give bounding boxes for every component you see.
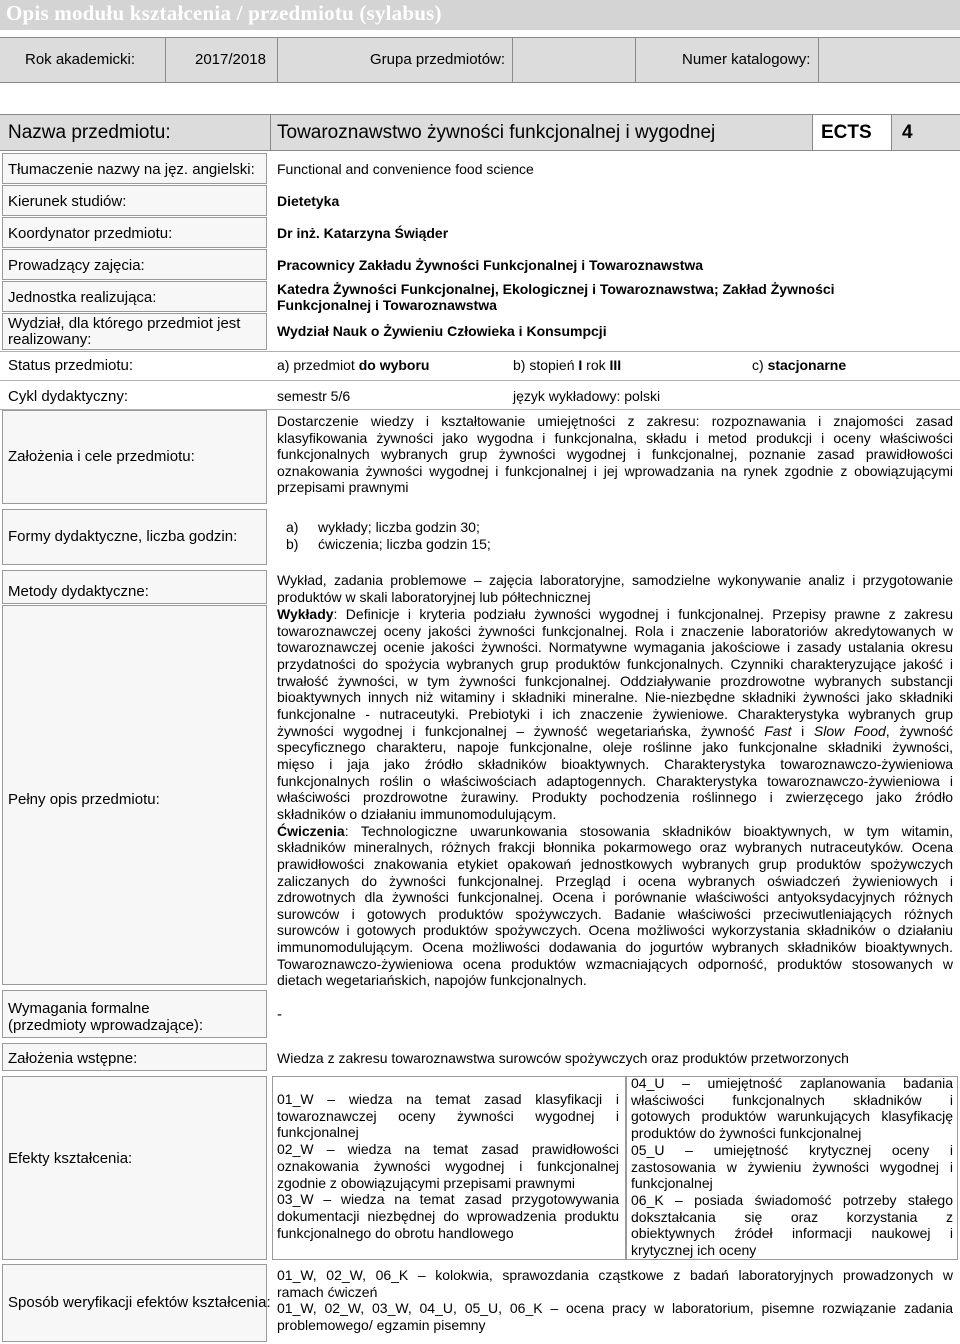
wymagania-label-2: (przedmioty wprowadzające): bbox=[8, 1017, 204, 1034]
nazwa-label: Nazwa przedmiotu: bbox=[8, 122, 171, 143]
formy-b-letter: b) bbox=[286, 536, 299, 552]
zalozenia-cele-text: Dostarczenie wiedzy i kształtowanie umiejętności z zakresu: rozpoznawania i znajomości zasad klasyfikowania żywności jako wygodna i funkcjonalna, składu i metod produkcji i oceny właściwości funkcjonalnych wybranych grup żywności wygodnej i funkcjonalnej, poznanie zasad prawidłowości oznakowania żywności wygodnej i funkcjonalnej i jej wprowadzania na rynek zgodnie z obowiązującymi przepisami prawnymi bbox=[277, 413, 953, 496]
numer-label: Numer katalogowy: bbox=[682, 51, 811, 68]
wymagania-value: - bbox=[277, 1006, 282, 1023]
prowadzacy-label: Prowadzący zajęcia: bbox=[8, 257, 145, 274]
koordynator-label: Koordynator przedmiotu: bbox=[8, 225, 173, 242]
tlumaczenie-label: Tłumaczenie nazwy na jęz. angielski: bbox=[8, 161, 255, 178]
nazwa-value: Towaroznawstwo żywności funkcjonalnej i wygodnej bbox=[277, 122, 716, 143]
metody-label: Metody dydaktyczne: bbox=[8, 583, 149, 600]
efekty-label: Efekty kształcenia: bbox=[8, 1150, 133, 1167]
ects-label: ECTS bbox=[821, 122, 872, 143]
ects-value: 4 bbox=[902, 122, 913, 143]
title-bar bbox=[0, 0, 960, 30]
nazwa-bar bbox=[0, 114, 960, 151]
status-label: Status przedmiotu: bbox=[8, 357, 134, 374]
opis-label: Pełny opis przedmiotu: bbox=[8, 791, 160, 808]
opis-text: Wykłady: Definicje i kryteria podziału żywności wygodnej i funkcjonalnej. Przepisy prawne z zakresu towaroznawczej oceny jakości żywności funkcjonalnej. Rola i znaczenie laboratoriów akredytowanych w towaroznawczej ocenie jakości żywności. Normatywne wymagania jakościowe i zasady ustalania okresu przydatności do spożycia wybranych grup produktów funkcjonalnych. Czynniki charakteryzujące jakość i trwałość żywności, w tym żywności funkcjonalnej. Oddziaływanie prozdrowotne wybranych substancji bioaktywnych innych niż witaminy i składniki mineralne. Nie-niezbędne składniki żywności jako składniki funkcjonalne - nutraceutyki. Prebiotyki i ich znaczenie żywieniowe. Charakterystyka wybranych grup żywności wygodnej i funkcjonalnej – żywność wegetariańska, żywność Fast i Slow Food, żywność specyficznego charakteru, napoje funkcjonalne, oleje roślinne jako funkcjonalne składniki żywności, mięso i jaja jako źródło składników bioaktywnych. Charakterystyka towaroznawczo-żywieniowa funkcjonalnych roślin o właściwościach adaptogennych. Charakterystyka towaroznawczo-żywieniowa i właściwości prozdrowotne żurawiny. Produkty pochodzenia roślinnego i zwierzęcego jako źródło składników o działaniu immunomodulującym. Ćwiczenia: Technologiczne uwarunkowania stosowania składników bioaktywnych, w tym witamin, składników mineralnych, różnych frakcji błonnika pokarmowego oraz wybranych nutraceutyków. Ocena prawidłowości znakowania etykiet opakowań jednostkowych wybranych grup produktów spożywczych zaliczanych do żywności funkcjonalnej. Przegląd i ocena wybranych oświadczeń żywieniowych i zdrowotnych dla żywności funkcjonalnej. Ocena i porównanie właściwości antyoksydacyjnych różnych surowców i gotowych produktów spożywczych. Badanie właściwości przeciwutleniających różnych surowców i gotowych produktów spożywczych. Ocena możliwości wykorzystania składników o działaniu immunomodulującym. Ocena możliwości dodawania do jogurtów wybranych składników bioaktywnych. Towaroznawczo-żywieniowa ocena produktów wzmacniających odporność, produktów stosowanych w dietach wegetariańskich, napojów funkcjonalnych. bbox=[277, 606, 953, 989]
jednostka-label: Jednostka realizująca: bbox=[8, 289, 157, 306]
efekty-left-text: 01_W – wiedza na temat zasad klasyfikacji i towaroznawczej oceny żywności wygodnej i funkcjonalnej 02_W – wiedza na temat zasad prawidłowości oznakowania żywności wygodnej i funkcjonalnej zgodnie z obowiązującymi przepisami prawnymi 03_W – wiedza na temat zasad przygotowywania dokumentacji niezbędnej do wprowadzenia produktu funkcjonalnego do obrotu handlowego bbox=[277, 1091, 619, 1241]
metody-text: Wykład, zadania problemowe – zajęcia laboratoryjne, samodzielne wykonywanie analiz i przygotowanie produktów w skali laboratoryjnej lub półtechnicznej bbox=[277, 572, 953, 605]
cykl-label: Cykl dydaktyczny: bbox=[8, 388, 129, 405]
prowadzacy-value: Pracownicy Zakładu Żywności Funkcjonalnej i Towaroznawstwa bbox=[277, 257, 704, 273]
efekty-right-text: 04_U – umiejętność zaplanowania badania właściwości funkcjonalnych składników i gotowych produktów warunkujących klasyfikację produktów do żywności funkcjonalnej 05_U – umiejętność krytycznej oceny i zastosowania w żywieniu żywności wygodnej i funkcjonalnej 06_K – posiada świadomość potrzeby stałego dokształcania się oraz korzystania z obiektywnych źródeł informacji naukowej i krytycznej ich oceny bbox=[631, 1075, 953, 1259]
wydzial-label-1: Wydział, dla którego przedmiot jest bbox=[8, 315, 241, 332]
tlumaczenie-value: Functional and convenience food science bbox=[277, 161, 534, 177]
formy-b-text: ćwiczenia; liczba godzin 15; bbox=[318, 536, 491, 552]
rok-value: 2017/2018 bbox=[195, 51, 266, 68]
status-b: b) stopień I rok III bbox=[513, 357, 622, 373]
weryfikacja-text: 01_W, 02_W, 06_K – kolokwia, sprawozdania cząstkowe z badań laboratoryjnych prowadzonych w ramach ćwiczeń 01_W, 02_W, 03_W, 04_U, 05_U, 06_K – ocena pracy w laboratorium, pisemne rozwiązanie zadania problemowego/ egzamin pisemny bbox=[277, 1267, 953, 1334]
rok-label: Rok akademicki: bbox=[25, 51, 136, 68]
wydzial-value: Wydział Nauk o Żywieniu Człowieka i Konsumpcji bbox=[277, 323, 607, 339]
status-a: a) przedmiot do wyboru bbox=[277, 357, 430, 373]
zalozenia-wstepne-value: Wiedza z zakresu towaroznawstwa surowców spożywczych oraz produktów przetworzonych bbox=[277, 1050, 849, 1066]
formy-a-text: wykłady; liczba godzin 30; bbox=[318, 519, 480, 535]
zalozenia-wstepne-label: Założenia wstępne: bbox=[8, 1050, 138, 1067]
weryfikacja-label: Sposób weryfikacji efektów kształcenia: bbox=[8, 1294, 271, 1311]
koordynator-value: Dr inż. Katarzyna Świąder bbox=[277, 225, 449, 241]
label-cell bbox=[2, 1076, 267, 1260]
ects-box bbox=[812, 115, 892, 150]
wydzial-label-2: realizowany: bbox=[8, 331, 92, 348]
kierunek-label: Kierunek studiów: bbox=[8, 193, 127, 210]
formy-label: Formy dydaktyczne, liczba godzin: bbox=[8, 528, 238, 545]
wymagania-label-1: Wymagania formalne bbox=[8, 1000, 150, 1017]
cykl-jezyk: język wykładowy: polski bbox=[513, 388, 661, 404]
page-title: Opis modułu kształcenia / przedmiotu (sylabus) bbox=[6, 1, 442, 25]
formy-a-letter: a) bbox=[286, 519, 299, 535]
cykl-semestr: semestr 5/6 bbox=[277, 388, 351, 404]
jednostka-value-2: Funkcjonalnej i Towaroznawstwa bbox=[277, 297, 497, 313]
meta-bar bbox=[0, 37, 960, 83]
zalozenia-cele-label: Założenia i cele przedmiotu: bbox=[8, 448, 195, 465]
status-c: c) stacjonarne bbox=[752, 357, 847, 373]
grupa-label: Grupa przedmiotów: bbox=[370, 51, 506, 68]
kierunek-value: Dietetyka bbox=[277, 193, 340, 209]
jednostka-value-1: Katedra Żywności Funkcjonalnej, Ekologicznej i Towaroznawstwa; Zakład Żywności bbox=[277, 281, 835, 297]
